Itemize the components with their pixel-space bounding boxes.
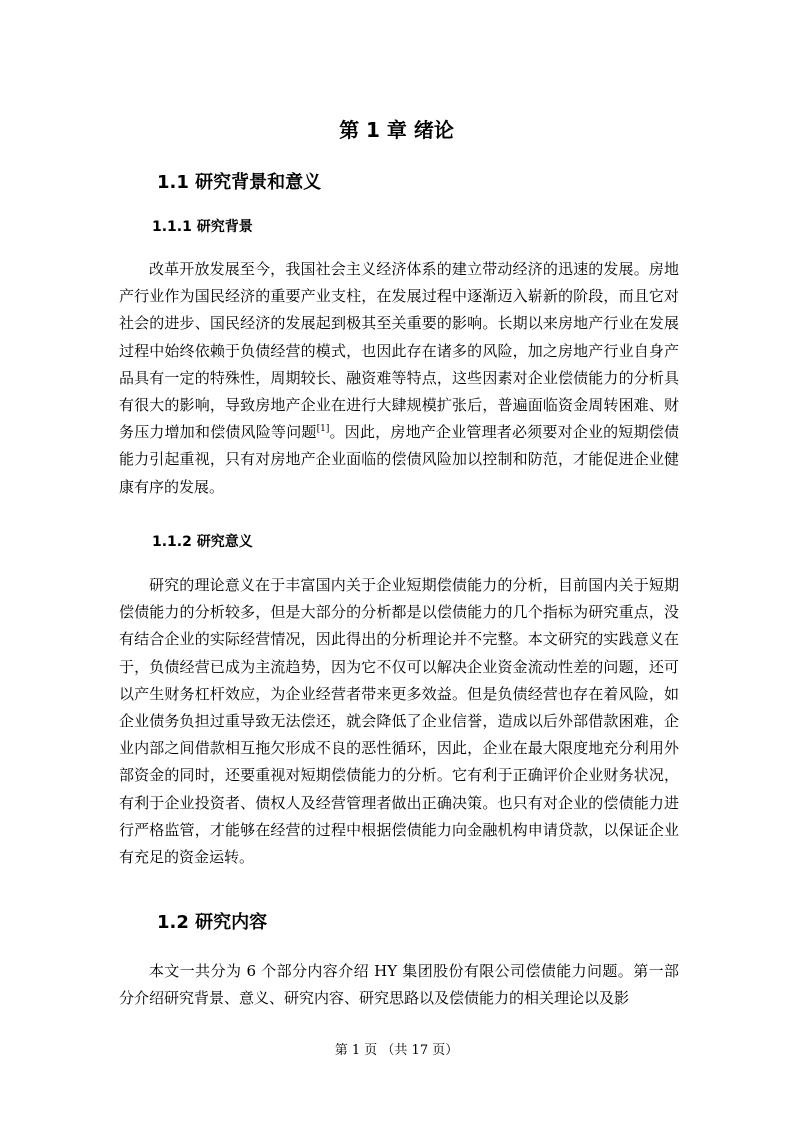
page-footer: 第 1 页 （共 17 页） [334, 1043, 459, 1058]
section-heading-1-2: 1.2 研究内容 [157, 912, 268, 933]
paragraph-research-content: 本文一共分为 6 个部分内容介绍 HY 集团股份有限公司偿债能力问题。第一部分介绍研究背景、意义、研究内容、研究思路以及偿债能力的相关理论以及影 [119, 962, 679, 1008]
subsection-heading-1-1-2: 1.1.2 研究意义 [152, 534, 253, 550]
section-heading-1-1: 1.1 研究背景和意义 [157, 172, 322, 193]
paragraph-research-background [119, 256, 679, 501]
chapter-title: 第 1 章 绪论 [339, 118, 454, 142]
paragraph-research-significance: 研究的理论意义在于丰富国内关于企业短期偿债能力的分析，目前国内关于短期偿债能力的分析较多，但是大部分的分析都是以偿债能力的几个指标为研究重点，没有结合企业的实际经营情况，因此得出的分析理论并不完整。本文研究的实践意义在于，负债经营已成为主流趋势，因为它不仅可以解决企业资金流动性差的问题，还可以产生财务杠杆效应，为企业经营者带来更多效益。但是负债经营也存在着风险，如企业债务负担过重导致无法偿还，就会降低了企业信誉，造成以后外部借款困难，企业内部之间借款相互拖欠形成不良的恶性循环，因此，企业在最大限度地充分利用外部资金的同时，还要重视对短期偿债能力的分析。它有利于正确评价企业财务状况，有利于企业投资者、债权人及经营管理者做出正确决策。也只有对企业的偿债能力进行严格监管，才能够在经营的过程中根据偿债能力向金融机构申请贷款，以保证企业有充足的资金运转。 [119, 576, 679, 867]
background-text-part2: 。因此，房地产企业管理者必须要对企业的短期偿债能力引起重视，只有对房地产企业面临的偿债风险加以控制和防范，才能促进企业健康有序的发展。 [119, 423, 679, 496]
citation-ref: [1] [316, 424, 330, 435]
subsection-heading-1-1-1: 1.1.1 研究背景 [152, 219, 253, 235]
background-text-part1: 改革开放发展至今，我国社会主义经济体系的建立带动经济的迅速的发展。房地产行业作为国民经济的重要产业支柱，在发展过程中逐渐迈入崭新的阶段，而且它对社会的进步、国民经济的发展起到极其至关重要的影响。长期以来房地产行业在发展过程中始终依赖于负债经营的模式，也因此存在诸多的风险，加之房地产行业自身产品具有一定的特殊性，周期较长、融资难等特点，这些因素对企业偿债能力的分析具有很大的影响，导致房地产企业在进行大肆规模扩张后，普遍面临资金周转困难、财务压力增加和偿债风险等问题 [119, 260, 679, 442]
